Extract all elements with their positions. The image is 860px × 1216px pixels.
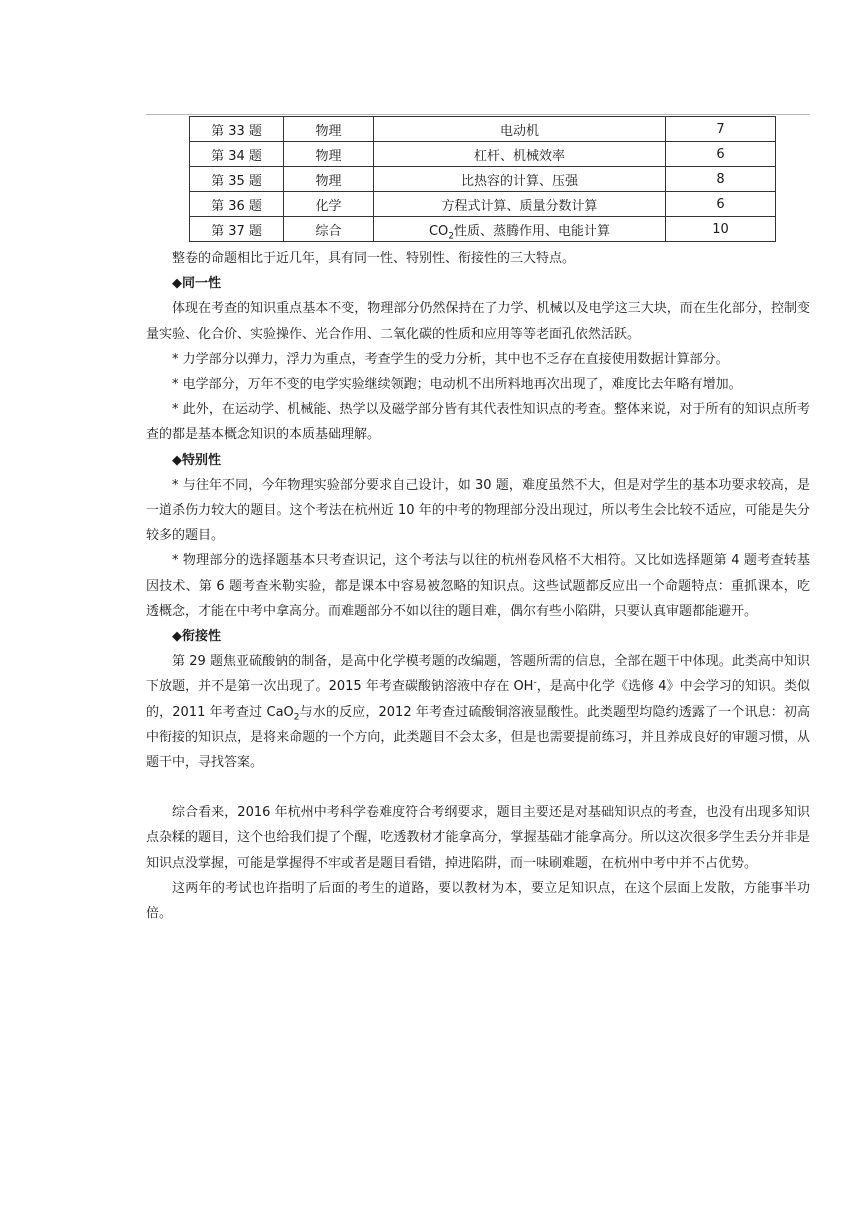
question-number: 第 37 题 xyxy=(190,217,284,242)
text-span: 第 29 题焦亚硫酸钠的制备，是高中化学模考题的改编题，答题所需的信息，全部在题干中体现。此类高中知识下放题，并不是第一次出现了。2015 年考查碳酸钠溶液中存在 OH xyxy=(146,654,810,695)
topic-cell xyxy=(374,217,666,242)
question-number: 第 34 题 xyxy=(190,142,284,167)
section-heading-specialty: ◆特别性 xyxy=(172,452,221,468)
question-number: 第 36 题 xyxy=(190,192,284,217)
superscript: - xyxy=(533,678,537,689)
subject-cell: 物理 xyxy=(284,142,374,167)
topic-cell: 杠杆、机械效率 xyxy=(374,142,666,167)
table-row xyxy=(190,117,776,142)
text-span: ，是高中化学《选修 4》中会学习的知识。类似的，2011 年考查过 CaO xyxy=(146,679,810,720)
article-body xyxy=(146,246,810,926)
topic-formula: CO xyxy=(428,223,449,239)
table-row xyxy=(190,142,776,167)
text-span: 与水的反应，2012 年考查过硫酸铜溶液显酸性。此类题型均隐约透露了一个讯息：初高中衔接的知识点，是将来命题的一个方向，此类题目不会太多，但是也需要提前练习，并且养成良好的审题习惯，从题干中，寻找答案。 xyxy=(146,704,811,771)
subject-cell: 物理 xyxy=(284,167,374,192)
subscript: 2 xyxy=(448,231,455,242)
subject-cell: 化学 xyxy=(284,192,374,217)
section-heading-continuity: ◆衔接性 xyxy=(172,629,221,645)
paragraph: * 电学部分，万年不变的电学实验继续领跑；电动机不出所料地再次出现了，难度比去年略有增加。 xyxy=(172,377,742,393)
topic-cell: 方程式计算、质量分数计算 xyxy=(374,192,666,217)
paragraph: 综合看来，2016 年杭州中考科学卷难度符合考纲要求，题目主要还是对基础知识点的考查，也没有出现多知识点杂糅的题目，这个也给我们提了个醒，吃透教材才能拿高分，掌握基础才能拿高分。所以这次很多学生丢分并非是知识点没掌握，可能是掌握得不牢或者是题目看错，掉进陷阱，而一味刷难题，在杭州中考中并不占优势。 xyxy=(146,805,810,871)
paragraph: * 物理部分的选择题基本只考查识记，这个考法与以往的杭州卷风格不大相符。又比如选择题第 4 题考查转基因技术、第 6 题考查米勒实验，都是课本中容易被忽略的知识点。这些试题都反应出一个命题特点：重抓课本，吃透概念，才能在中考中拿高分。而难题部分不如以往的题目难，偶尔有些小陷阱，只要认真审题都能避开。 xyxy=(146,553,810,619)
score-table xyxy=(189,116,776,242)
topic-cell: 比热容的计算、压强 xyxy=(374,167,666,192)
score-cell: 6 xyxy=(666,142,776,167)
score-cell: 7 xyxy=(666,117,776,142)
question-number: 第 35 题 xyxy=(190,167,284,192)
topic-text: 性质、蒸腾作用、电能计算 xyxy=(454,223,611,239)
intro-paragraph: 整卷的命题相比于近几年，具有同一性、特别性、衔接性的三大特点。 xyxy=(172,251,576,266)
subject-cell: 物理 xyxy=(284,117,374,142)
table-row xyxy=(190,217,776,242)
question-number: 第 33 题 xyxy=(190,117,284,142)
paragraph: * 与往年不同，今年物理实验部分要求自己设计，如 30 题，难度虽然不大，但是对学生的基本功要求较高，是一道杀伤力较大的题目。这个考法在杭州近 10 年的中考的物理部分没出现过，所以考生会比较不适应，可能是失分较多的题目。 xyxy=(146,477,810,544)
subscript: 2 xyxy=(293,712,300,723)
score-cell: 6 xyxy=(666,192,776,217)
subject-cell: 综合 xyxy=(284,217,374,242)
section-heading-uniformity: ◆同一性 xyxy=(172,276,221,292)
paragraph: 这两年的考试也许指明了后面的考生的道路，要以教材为本，要立足知识点，在这个层面上发散，方能事半功倍。 xyxy=(146,880,810,922)
paragraph: 体现在考查的知识重点基本不变，物理部分仍然保持在了力学、机械以及电学这三大块，而在生化部分，控制变量实验、化合价、实验操作、光合作用、二氧化碳的性质和应用等等老面孔依然活跃。 xyxy=(146,301,810,342)
paragraph: * 此外，在运动学、机械能、热学以及磁学部分皆有其代表性知识点的考查。整体来说，对于所有的知识点所考查的都是基本概念知识的本质基础理解。 xyxy=(146,402,810,443)
topic-cell: 电动机 xyxy=(374,117,666,142)
table-row xyxy=(190,192,776,217)
paragraph: * 力学部分以弹力，浮力为重点，考查学生的受力分析，其中也不乏存在直接使用数据计算部分。 xyxy=(172,351,729,367)
paragraph xyxy=(146,649,810,775)
table-row xyxy=(190,167,776,192)
score-cell: 8 xyxy=(666,167,776,192)
score-cell: 10 xyxy=(666,217,776,242)
header-rule xyxy=(146,114,810,115)
